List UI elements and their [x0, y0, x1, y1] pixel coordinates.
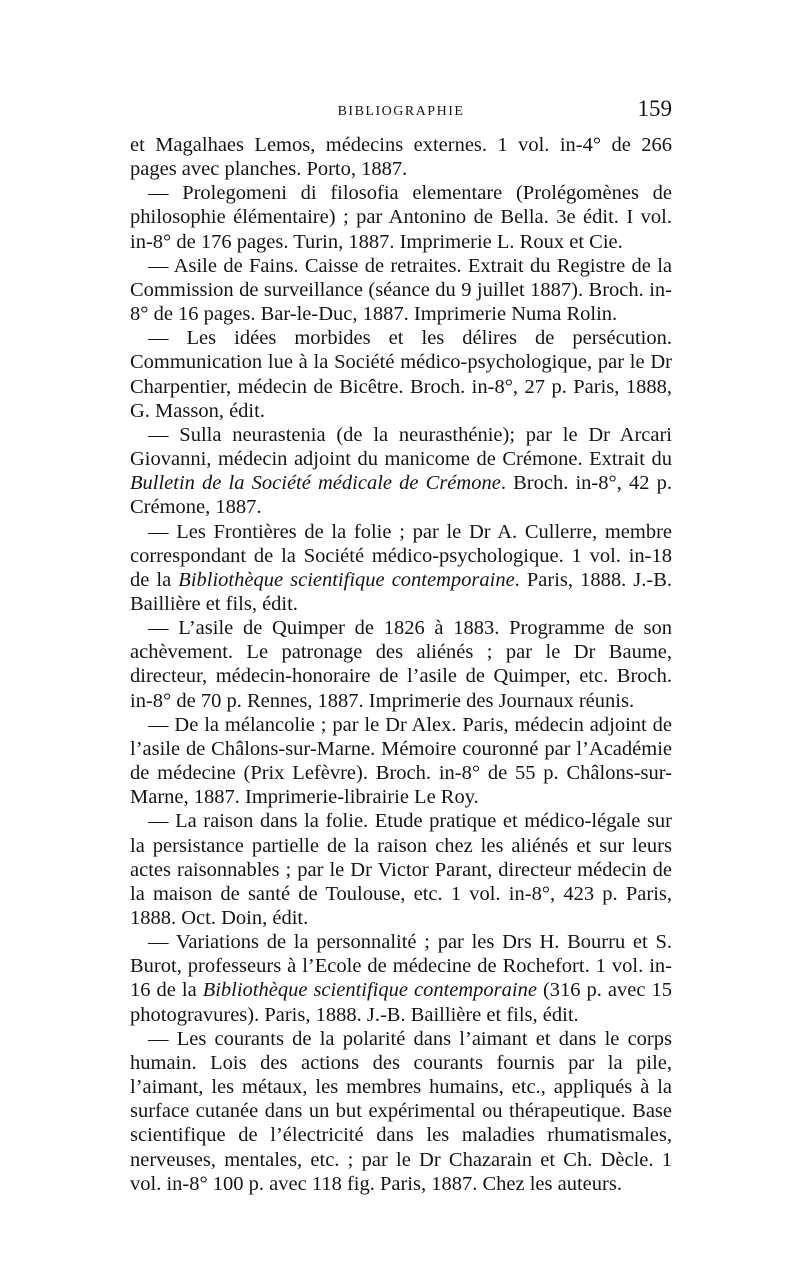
- bibliography-entry: [130, 423, 672, 520]
- entry-text: — Les idées morbides et les délires de persécution. Communication lue à la Société médico-psychologique, par le Dr Charpentier, médecin de Bicêtre. Broch. in-8°, 27 p. Paris, 1888, G. Masson, édit.: [130, 327, 672, 422]
- bibliography-entry: [130, 713, 672, 810]
- entry-text: — Les Frontières de la folie ; par le Dr A. Cullerre, membre correspondant de la Société médico-psychologique. 1 vol. in-18 de la: [130, 520, 672, 591]
- bibliography-entry: [130, 326, 672, 423]
- bibliography-entry: [130, 520, 672, 617]
- entry-text: (316 p. avec 15 photogravures). Paris, 1888. J.-B. Baillière et fils, édit.: [130, 979, 672, 1026]
- bibliography-entry: [130, 254, 672, 326]
- bibliography-entry: [130, 809, 672, 930]
- book-page: [130, 96, 672, 1196]
- entry-text: . Broch. in-8°, 42 p. Crémone, 1887.: [130, 472, 672, 519]
- bibliography-entry: [130, 616, 672, 713]
- page-header: [130, 96, 672, 124]
- entry-text: — Prolegomeni di filosofia elementare (Prolégomènes de philosophie élémentaire) ; par Antonino de Bella. 3e édit. I vol. in-8° de 176 pages. Turin, 1887. Imprimerie L. Roux et Cie.: [130, 182, 672, 253]
- entry-text: — Variations de la personnalité ; par les Drs H. Bourru et S. Burot, professeurs à l’Ecole de médecine de Rochefort. 1 vol. in-16 de la: [130, 931, 672, 1002]
- entry-title-italic: Bulletin de la Société médicale de Crémone: [130, 472, 501, 495]
- page-number: 159: [637, 96, 672, 121]
- entry-text: — De la mélancolie ; par le Dr Alex. Paris, médecin adjoint de l’asile de Châlons-sur-Marne. Mémoire couronné par l’Académie de médecine (Prix Lefèvre). Broch. in-8° de 55 p. Châlons-sur-Marne, 1887. Imprimerie-librairie Le Roy.: [130, 713, 672, 809]
- entry-title-italic: Bibliothèque scientifique contemporaine: [178, 568, 515, 591]
- bibliography-entry: [130, 930, 672, 1027]
- entry-text: — Sulla neurastenia (de la neurasthénie); par le Dr Arcari Giovanni, médecin adjoint du manicome de Crémone. Extrait du: [130, 423, 672, 471]
- bibliography-entries: [130, 133, 672, 1196]
- entry-continuation: [130, 133, 672, 181]
- bibliography-entry: [130, 1027, 672, 1196]
- running-head: BIBLIOGRAPHIE: [337, 104, 465, 119]
- entry-text: . Paris, 1888. J.-B. Baillière et fils, édit.: [130, 568, 672, 615]
- entry-text: — Asile de Fains. Caisse de retraites. Extrait du Registre de la Commission de surveillance (séance du 9 juillet 1887). Broch. in-8° de 16 pages. Bar-le-Duc, 1887. Imprimerie Numa Rolin.: [130, 254, 672, 326]
- entry-title-italic: Bibliothèque scientifique contemporaine: [202, 979, 537, 1002]
- entry-text: — Les courants de la polarité dans l’aimant et dans le corps humain. Lois des actions des courants fournis par la pile, l’aimant, les métaux, les membres humains, etc., appliqués à la surface cutanée dans un but expérimental ou thérapeutique. Base scientifique de l’électricité dans les maladies rhumatismales, nerveuses, mentales, etc. ; par le Dr Chazarain et Ch. Dècle. 1 vol. in-8° 100 p. avec 118 fig. Paris, 1887. Chez les auteurs.: [130, 1027, 672, 1195]
- bibliography-entry: [130, 181, 672, 253]
- entry-text: et Magalhaes Lemos, médecins externes. 1 vol. in-4° de 266 pages avec planches. Porto, 1887.: [130, 134, 672, 181]
- entry-text: — L’asile de Quimper de 1826 à 1883. Programme de son achèvement. Le patronage des aliénés ; par le Dr Baume, directeur, médecin-honoraire de l’asile de Quimper, etc. Broch. in-8° de 70 p. Rennes, 1887. Imprimerie des Journaux réunis.: [130, 617, 672, 712]
- entry-text: — La raison dans la folie. Etude pratique et médico-légale sur la persistance partielle de la raison chez les aliénés et sur leurs actes raisonnables ; par le Dr Victor Parant, directeur médecin de la maison de santé de Toulouse, etc. 1 vol. in-8°, 423 p. Paris, 1888. Oct. Doin, édit.: [130, 810, 672, 929]
